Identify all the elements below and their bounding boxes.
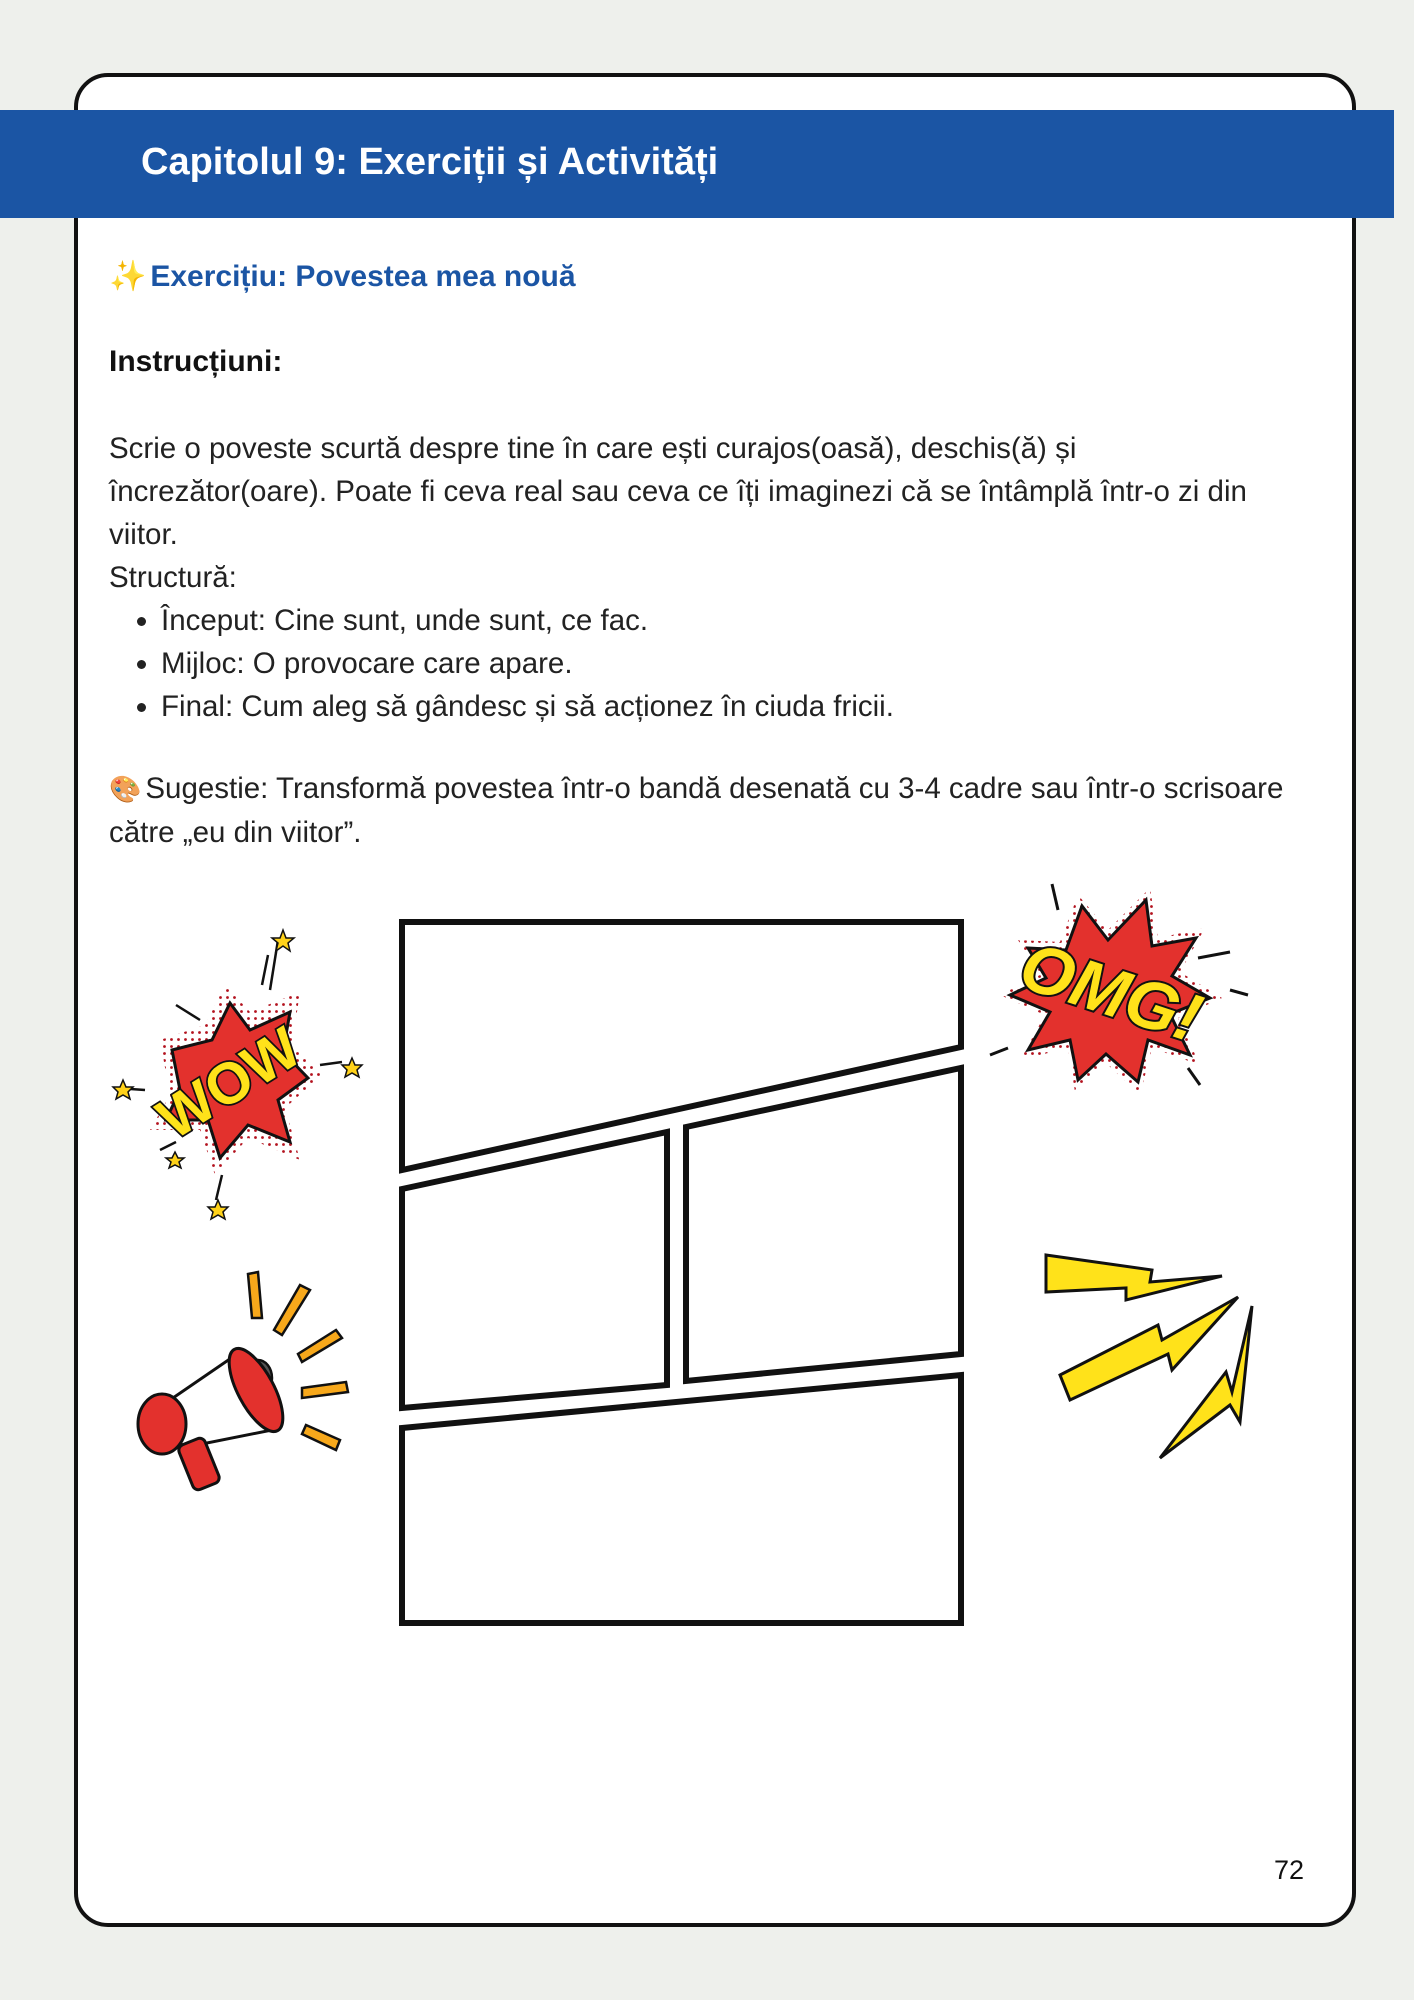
instructions-paragraph: Scrie o poveste scurtă despre tine în care ești curajos(oasă), deschis(ă) și încrezător(oare). Poate fi ceva real sau ceva ce îți imaginezi că se întâmplă într-o zi din viitor. <box>109 432 1247 551</box>
structure-item-start: • Început: Cine sunt, unde sunt, ce fac. <box>161 599 1299 642</box>
exercise-title-text: Exercițiu: Povestea mea nouă <box>150 260 576 293</box>
structure-item-middle: • Mijloc: O provocare care apare. <box>161 642 1299 685</box>
lightning-icon <box>1046 1255 1252 1458</box>
structure-label: Structură: <box>109 561 237 594</box>
comic-panel-bottom <box>402 1375 961 1623</box>
structure-item-end: • Final: Cum aleg să gândesc și să acționez în ciuda fricii. <box>161 685 1299 728</box>
palette-icon: 🎨 <box>109 774 142 804</box>
instructions-label: Instrucțiuni: <box>109 345 283 378</box>
comic-panel-top <box>402 922 961 1170</box>
megaphone-icon <box>138 1272 348 1491</box>
comic-panel-middle-right <box>686 1068 961 1381</box>
wow-text: WOW <box>146 1014 312 1152</box>
omg-text: OMG! <box>1011 927 1211 1057</box>
omg-sticker <box>990 884 1248 1095</box>
wow-sticker <box>113 930 362 1219</box>
suggestion-text: Sugestie: Transformă povestea într-o bandă desenată cu 3-4 cadre sau într-o scrisoare către „eu din viitor”. <box>109 772 1284 849</box>
sparkle-icon: ✨ <box>109 260 147 293</box>
comic-panel-middle-left <box>402 1132 667 1408</box>
chapter-title: Capitolul 9: Exerciții și Activități <box>141 141 719 183</box>
comic-panels <box>402 922 961 1623</box>
page-number: 72 <box>1274 1855 1305 1885</box>
